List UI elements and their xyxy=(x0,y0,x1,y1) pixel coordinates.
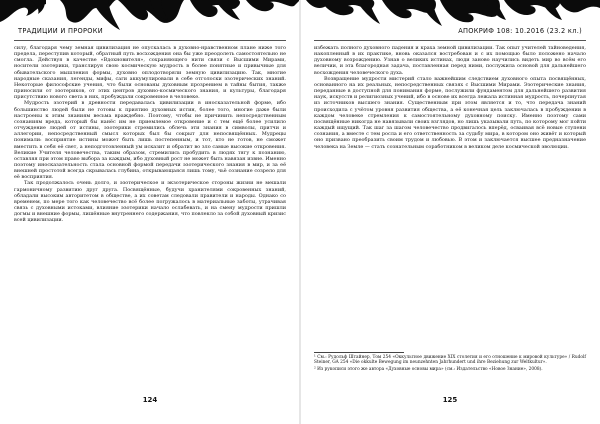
header-rule xyxy=(314,40,586,41)
page-number-right: 125 xyxy=(442,396,458,404)
page-number-left: 124 xyxy=(142,396,158,404)
header-rule xyxy=(14,40,286,41)
paragraph: Возвращение мудрости мистерий стало важнейшим следствием духовного опыта посвящённых, основанного на их реальных, непосредственных связях с Высшими Мирами. Эзотерические знания, переданные в доступной для понимания форме, послужили фундаментом для дальнейшего развития наук, искусств и религиозных учений, ибо в основе их всегда лежала истинная мудрость, почерпнутая из источников высшего знания. Существенным при этом является и то, что передача знаний происходила с учётом уровня развития общества, а её конечная цель заключалась в пробуждении в каждом человеке стремления к самостоятельному духовному поиску. Именно поэтому сами посвящённые никогда не навязывали своих взглядов, но лишь указывали путь, по которому мог пойти каждый ищущий. Так шаг за шагом человечество продвигалось вперёд, осваивая всё новые ступени сознания, а вместе с тем росла и его ответственность за судьбу мира, в котором оно живёт и который оно призвано преобразить своим трудом и любовью. В этом и заключается высшее предназначение человека на Земле — стать сознательным соработником в великом деле космической эволюции. xyxy=(314,75,586,150)
running-head-right: АПОКРИФ 108: 10.2016 (23.2 кл.) xyxy=(458,27,582,35)
footnote: ² Из рукописи этого же автора «Духовные основы мира» (см.: Издательство «Новое Знание», 2008). xyxy=(314,366,543,372)
footnotes xyxy=(314,355,586,373)
paragraph: Так продолжалось очень долго, и эзотерическое и экзотерическое стороны жизни не мешали гармоничному развитию друг друга. Посвящённые, будучи хранителями сокровенных знаний, обладали высоким авторитетом в обществе, а их советам следовали правители и народы. Однако со временем, по мере того как человечество всё более погружалось в материальные заботы, утрачивая связь с духовными истоками, влияние эзотерики начало ослабевать, и на смену мудрости пришли догмы и внешние формы, лишённые внутреннего содержания, что повлекло за собой духовный кризис всей цивилизации. xyxy=(14,180,286,224)
paragraph: избежать полного духовного падения и краха земной цивилизации. Так опыт учителей тайноведения, накопленный в их практике, вновь оказался востребован и с их помощью было положено начало духовному возрождению. Узнав о великих истинах, люди заново научились видеть мир во всём его величии, и эта благородная задача, поставленная перед ними, послужила основой для дальнейшего восхождения человеческого духа. xyxy=(314,45,586,76)
footnote-rule xyxy=(314,352,404,353)
footnote: ¹ См.: Рудольф Штайнер, Том 254 «Оккультное движение XIX столетия и его отношение к мировой культуре» / Rudolf Steiner, GA 254 «Die okkulte Bewegung im neunzehnten Jahrhundert und ihre Beziehung zur Weltkultur». xyxy=(314,355,586,366)
paragraph: силу, благодаря чему земная цивилизация не опускалась в духовно-нравственном плане ниже того предела, переступив который, обратный путь восхождения она бы уже преодолеть самостоятельно не смогла. Действуя в качестве «Вдохновителя», сохраняющего нити связи с Высшими Мирами, носители эзотерики, транслируя свою космическую мудрость в более понятные и привычные для обывательского мышления формы, духовно оплодотворяли земную цивилизацию. Так, многие народные сказания, легенды, мифы, саги аккумулировали в себе отголоски эзотерических знаний. Некоторые философские учения, что были основаны духовным прозрением в тайны бытия, также приносили от эзотериков, от этих центров духовно-космического знания, и культуры, благодаря присутствию нового света в них, пробуждали сокровенное в человеке. xyxy=(14,45,286,101)
paragraph: Мудрость эзотерий в древности передавалась цивилизации в иносказательной форме, ибо большинство людей были не готовы к приятию духовных истин, более того, многие даже были настроены к этим знаниям весьма враждебно. Поэтому, чтобы не причинить непосредственным сознаниям вреда, который бы нанёс им не приемлемое откровение и с тем ещё более усилило отчуждение людей от истины, эзотерики стремились облечь эти знания в символы, притчи и аллегории, непосредственный смысл которых был бы сокрыт для непосвящённых. Мудрецы понимали: восприятие истины может быть лишь постепенным, и тот, кто не готов, не сможет вместить в себя её свет, а неподготовленный ум исказит и обратит во зло самые высокие откровения. Великие Учителя человечества, таким образом, стремились пробудить в людях тягу к познанию, оставляя при этом право выбора за каждым, ибо духовный рост не может быть навязан извне. Именно поэтому иносказательность стала основной формой передачи эзотерического знания в мир, и за её внешней простотой всегда скрывалась глубина, открывающаяся лишь тому, чьё сознание созрело для её восприятия. xyxy=(14,100,286,181)
left-body-text xyxy=(14,45,286,224)
right-page xyxy=(300,0,600,424)
running-head-left: ТРАДИЦИИ И ПРОРОКИ xyxy=(18,27,104,35)
right-body-text xyxy=(314,45,586,150)
